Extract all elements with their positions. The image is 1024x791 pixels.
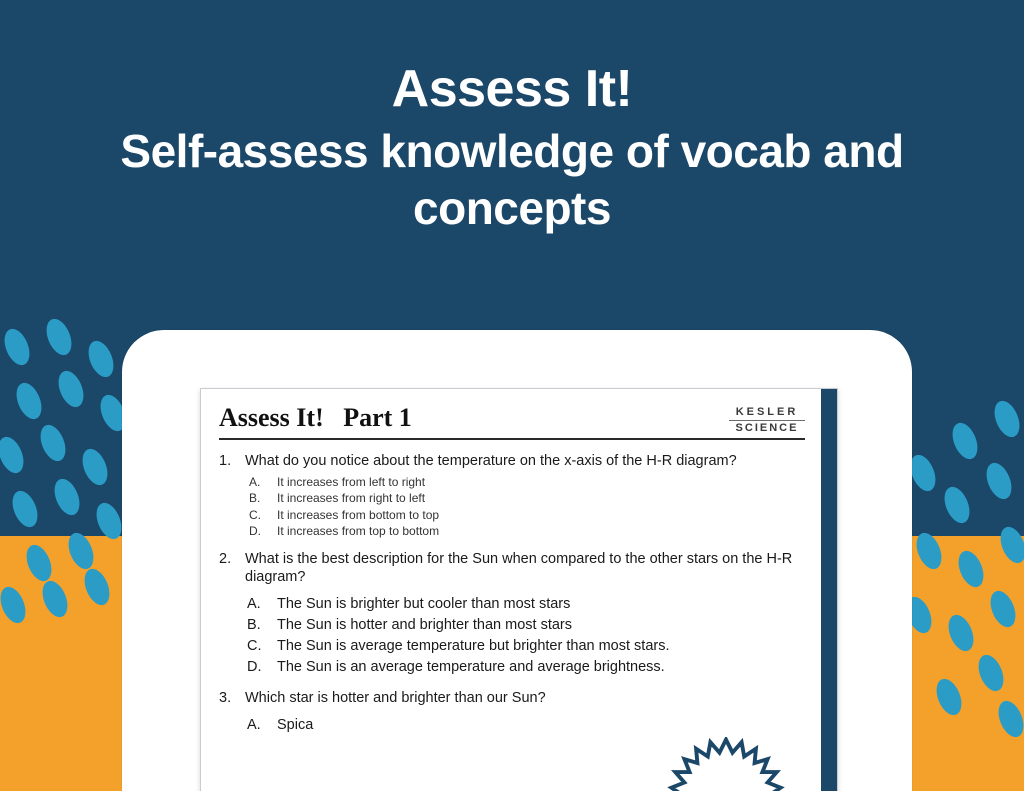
header-divider — [219, 438, 805, 440]
title-block — [0, 62, 1024, 238]
question-item — [219, 452, 805, 539]
answer-options — [247, 715, 805, 736]
question-text: Which star is hotter and brighter than our Sun? — [245, 690, 546, 707]
answer-option — [247, 715, 805, 736]
logo-bottom-text: SCIENCE — [735, 422, 799, 434]
option-text: The Sun is brighter but cooler than most stars — [277, 596, 571, 613]
option-letter: B. — [247, 617, 261, 634]
option-letter: C. — [249, 507, 261, 522]
answer-option — [247, 636, 805, 657]
answer-option — [249, 490, 805, 506]
document-body — [201, 389, 821, 791]
option-letter: A. — [249, 475, 261, 490]
answer-option — [249, 474, 805, 490]
answer-option — [247, 594, 805, 615]
answer-option — [247, 615, 805, 636]
option-text: The Sun is average temperature but brighter than most stars. — [277, 638, 670, 655]
option-letter: C. — [247, 638, 262, 655]
option-text: It increases from top to bottom — [277, 523, 440, 538]
option-text: The Sun is hotter and brighter than most stars — [277, 617, 572, 634]
logo-top-text: KESLER — [735, 406, 799, 418]
page-title: Assess It! — [391, 60, 633, 118]
answer-options — [247, 594, 805, 678]
option-letter: D. — [247, 659, 262, 676]
logo-divider — [729, 420, 805, 421]
question-item — [219, 689, 805, 736]
kesler-science-logo — [729, 407, 805, 434]
option-text: It increases from left to right — [277, 475, 426, 490]
option-letter: B. — [249, 491, 261, 506]
page-subtitle: Self-assess knowledge of vocab and concepts — [120, 124, 904, 235]
document-accent-bar — [821, 389, 837, 791]
tablet-frame — [122, 330, 912, 791]
question-text: What is the best description for the Sun when compared to the other stars on the H-R diagram? — [245, 550, 793, 585]
option-text: Spica — [277, 717, 314, 734]
question-number: 2. — [219, 550, 232, 567]
option-letter: D. — [249, 523, 261, 538]
option-letter: A. — [247, 596, 261, 613]
document-title: Assess It! Part 1 — [219, 403, 412, 432]
question-number: 3. — [219, 690, 232, 707]
option-text: The Sun is an average temperature and average brightness. — [277, 659, 665, 676]
answer-options — [249, 474, 805, 539]
option-letter: A. — [247, 717, 261, 734]
document-header — [219, 403, 805, 434]
question-text: What do you notice about the temperature on the x-axis of the H-R diagram? — [245, 453, 737, 469]
answer-option — [249, 507, 805, 523]
option-text: It increases from right to left — [277, 491, 426, 506]
starburst-badge-icon — [661, 737, 791, 791]
question-item — [219, 550, 805, 678]
answer-option — [249, 523, 805, 539]
document-preview — [200, 388, 838, 791]
answer-option — [247, 657, 805, 678]
question-number: 1. — [219, 453, 232, 469]
option-text: It increases from bottom to top — [277, 507, 440, 522]
